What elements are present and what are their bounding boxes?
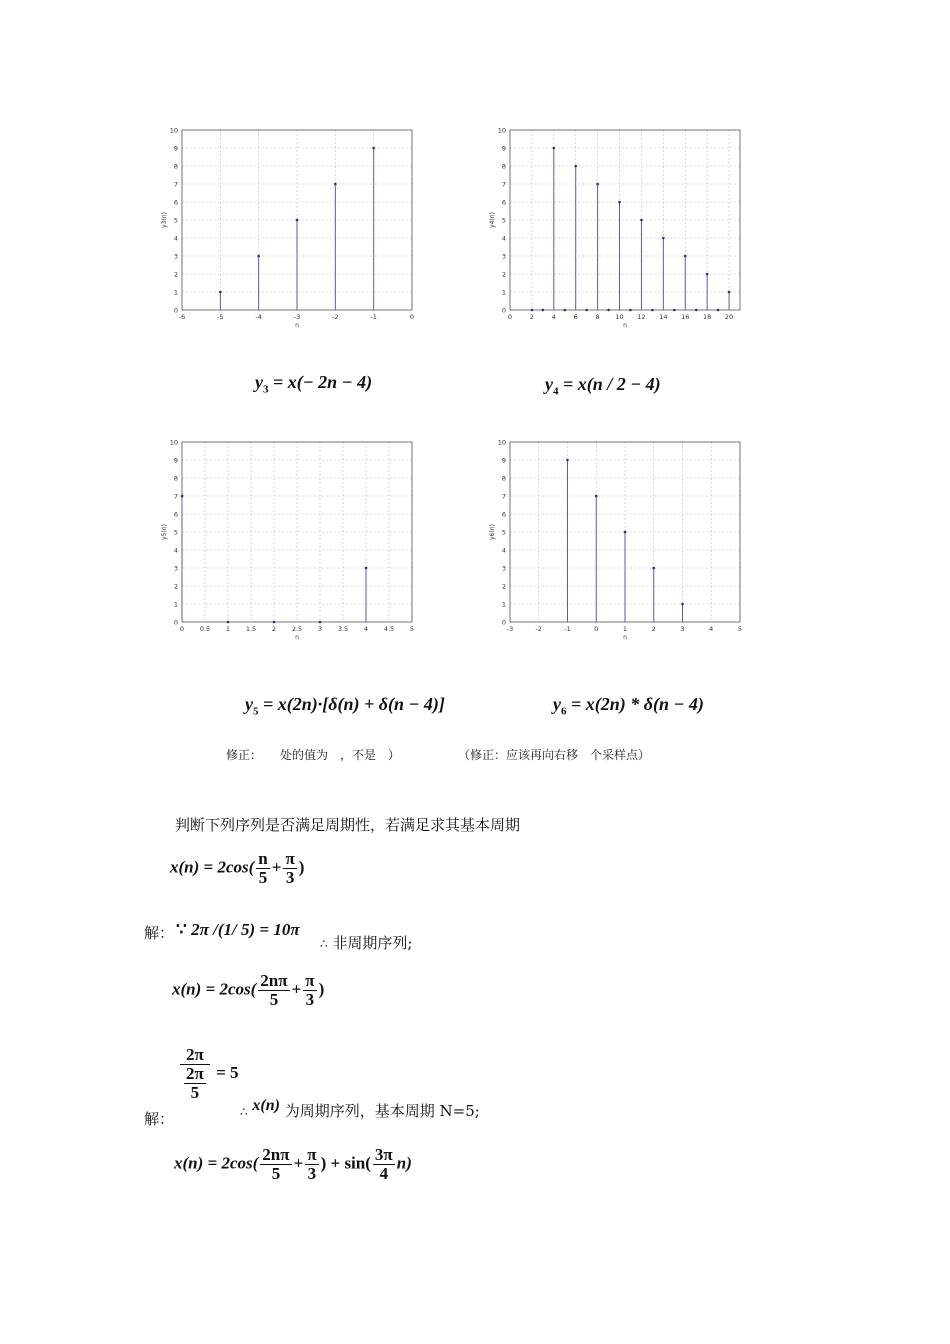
y-tick-label: 2	[173, 270, 178, 279]
stem-point	[717, 309, 720, 312]
stem-point	[618, 201, 621, 204]
y-axis-label: y6(n)	[489, 524, 496, 540]
x-tick-label: 4	[551, 313, 556, 321]
y-tick-label: 4	[501, 234, 506, 243]
equation-3: x(n) = 2cos( $\frac{2n\pi}{5}$ + $\frac{\pi}{3}$ ) + sin( $\frac{3\pi}{4}$ n)	[174, 1145, 412, 1183]
stem-point	[624, 531, 627, 534]
x-tick-label: 8	[595, 313, 600, 321]
caption-y3: $y_3 = x(- 2n - 4)$	[255, 372, 373, 396]
x-tick-label: 20	[724, 313, 734, 321]
fraction-2npi-over-5-c: $\frac{2n\pi}{5}$	[262, 1145, 290, 1183]
y-tick-label: 8	[173, 474, 178, 483]
x-tick-label: 0	[409, 313, 415, 321]
plot-y6	[488, 434, 758, 649]
y-tick-label: 3	[173, 564, 178, 573]
x-tick-label: -3	[506, 625, 514, 633]
x-tick-label: -6	[178, 313, 186, 321]
x-axis-label: n	[623, 634, 627, 641]
x-tick-label: 0	[507, 313, 513, 321]
stem-point	[695, 309, 698, 312]
fraction-3pi-over-4: $\frac{3\pi}{4}$	[374, 1145, 393, 1183]
y-tick-label: 9	[501, 456, 506, 465]
y-tick-label: 0	[173, 306, 178, 315]
y-tick-label: 5	[501, 216, 506, 225]
period-fraction: 2π 2π 5 = 5	[178, 1046, 239, 1102]
x-axis-label: n	[295, 634, 299, 641]
x-tick-label: -2	[332, 313, 339, 321]
y-tick-label: 2	[501, 582, 506, 591]
y-tick-label: 7	[501, 492, 506, 501]
y-tick-label: 5	[501, 528, 506, 537]
y-tick-label: 4	[501, 546, 506, 555]
x-tick-label: 12	[637, 313, 646, 321]
y-tick-label: 9	[173, 144, 178, 153]
y-tick-label: 8	[501, 162, 506, 171]
equation-2: x(n) = 2cos( $\frac{2n\pi}{5}$ + $\frac{\pi}{3}$ )	[172, 971, 325, 1009]
x-tick-label: 1	[622, 625, 628, 633]
y-axis-label: y4(n)	[489, 212, 496, 228]
fraction-n-over-5: $\frac{n}{5}$	[258, 849, 268, 887]
stem-point	[662, 237, 665, 240]
x-tick-label: 1.5	[245, 625, 257, 633]
x-tick-label: -3	[293, 313, 301, 321]
y-tick-label: 4	[173, 234, 178, 243]
y-tick-label: 8	[501, 474, 506, 483]
caption-y4: $y_4 = x(n / 2 - 4)$	[545, 374, 661, 398]
caption-y5: $y_5 = x(2n)\cdot[\delta(n) + \delta(n - 4)]$	[245, 694, 445, 718]
note-left: 修正： 处的值为 ，不是 ）	[226, 748, 401, 762]
stem-point	[531, 309, 534, 312]
y-axis-label: y5(n)	[161, 524, 168, 540]
x-tick-label: 4	[363, 625, 369, 633]
stem-chart-y3	[160, 122, 430, 337]
stem-point	[227, 621, 230, 624]
stem-point	[585, 309, 588, 312]
stem-point	[728, 291, 731, 294]
x-tick-label: -2	[535, 625, 542, 633]
caption-y6: $y_6 = x(2n) * \delta(n - 4)$	[553, 694, 704, 718]
solution-1: 解：	[144, 924, 175, 942]
x-tick-label: 5	[737, 625, 743, 633]
x-tick-label: 0.5	[199, 625, 211, 633]
stem-point	[365, 567, 368, 570]
y-tick-label: 10	[169, 438, 178, 447]
stem-point	[684, 255, 687, 258]
stem-point	[296, 219, 299, 222]
y-tick-label: 0	[501, 306, 506, 315]
fraction-pi-over-3: $\frac{\pi}{3}$	[285, 849, 295, 887]
stem-point	[257, 255, 260, 258]
x-tick-label: 0	[594, 625, 599, 633]
stem-point	[319, 621, 322, 624]
x-tick-label: 4.5	[383, 625, 395, 633]
plot-y3	[160, 122, 430, 337]
y-tick-label: 5	[173, 528, 178, 537]
y-tick-label: 1	[173, 600, 178, 609]
y-tick-label: 9	[173, 456, 178, 465]
x-tick-label: 2	[651, 625, 656, 633]
stem-point	[652, 567, 655, 570]
y-tick-label: 0	[501, 618, 506, 627]
fraction-pi-over-3-b: $\frac{\pi}{3}$	[305, 971, 315, 1009]
y-tick-label: 1	[501, 288, 506, 297]
fraction-2npi-over-5: $\frac{2n\pi}{5}$	[260, 971, 288, 1009]
stem-point	[553, 147, 556, 150]
stem-chart-y6	[488, 434, 758, 649]
y-tick-label: 10	[169, 126, 178, 135]
stem-point	[563, 309, 566, 312]
stem-point	[706, 273, 709, 276]
y-tick-label: 1	[501, 600, 506, 609]
y-tick-label: 7	[173, 180, 178, 189]
stem-point	[574, 165, 577, 168]
y-tick-label: 10	[497, 438, 506, 447]
x-axis-label: n	[295, 322, 299, 329]
solution-2: 解：	[144, 1110, 175, 1128]
stem-point	[542, 309, 545, 312]
y-tick-label: 7	[501, 180, 506, 189]
y-tick-label: 2	[501, 270, 506, 279]
y-tick-label: 8	[173, 162, 178, 171]
fraction-pi-over-3-c: $\frac{\pi}{3}$	[307, 1145, 317, 1183]
stem-point	[566, 459, 569, 462]
y-tick-label: 4	[173, 546, 178, 555]
y-tick-label: 6	[501, 510, 506, 519]
x-tick-label: 16	[681, 313, 690, 321]
y-tick-label: 2	[173, 582, 178, 591]
y-tick-label: 3	[501, 252, 506, 261]
plot-frame	[510, 130, 740, 310]
x-tick-label: 2	[529, 313, 534, 321]
y-tick-label: 5	[173, 216, 178, 225]
x-tick-label: 6	[573, 313, 578, 321]
stem-point	[596, 183, 599, 186]
x-tick-label: 3	[680, 625, 685, 633]
x-tick-label: 1	[225, 625, 231, 633]
x-tick-label: -1	[564, 625, 571, 633]
x-axis-label: n	[623, 322, 627, 329]
fraction-2pi-over-2pi-5: 2π 2π 5	[180, 1046, 210, 1102]
x-tick-label: 0	[179, 625, 185, 633]
equation-1: x(n) = 2cos( $\frac{n}{5}$ + $\frac{\pi}{3}$ )	[170, 849, 305, 887]
stem-point	[181, 495, 184, 498]
x-tick-label: -5	[217, 313, 224, 321]
y-tick-label: 6	[173, 510, 178, 519]
note-right: （修正：应该再向右移 个采样点）	[458, 748, 651, 762]
x-tick-label: 3.5	[337, 625, 349, 633]
stem-point	[651, 309, 654, 312]
solution-2-conclusion: ∴ x(n) 为周期序列，基本周期 N=5;	[240, 1097, 480, 1120]
y-tick-label: 9	[501, 144, 506, 153]
x-tick-label: 5	[409, 625, 415, 633]
stem-point	[681, 603, 684, 606]
x-tick-label: 3	[317, 625, 323, 633]
y-tick-label: 3	[173, 252, 178, 261]
solution-1-conclusion: ∴ 非周期序列;	[320, 934, 413, 952]
stem-point	[607, 309, 610, 312]
x-tick-label: 4	[709, 625, 714, 633]
stem-chart-y5	[160, 434, 430, 649]
plot-y5	[160, 434, 430, 649]
y-tick-label: 7	[173, 492, 178, 501]
y-tick-label: 3	[501, 564, 506, 573]
y-tick-label: 10	[497, 126, 506, 135]
x-tick-label: 2	[271, 625, 277, 633]
stem-point	[640, 219, 643, 222]
x-tick-label: 2.5	[291, 625, 303, 633]
stem-point	[273, 621, 276, 624]
stem-point	[629, 309, 632, 312]
problem-intro: 判断下列序列是否满足周期性，若满足求其基本周期	[175, 816, 521, 834]
x-tick-label: 14	[659, 313, 668, 321]
stem-point	[372, 147, 375, 150]
y-axis-label: y3(n)	[161, 212, 168, 228]
y-tick-label: 6	[173, 198, 178, 207]
y-tick-label: 6	[501, 198, 506, 207]
x-tick-label: -4	[255, 313, 262, 321]
x-tick-label: 10	[615, 313, 624, 321]
stem-chart-y4	[488, 122, 758, 337]
plot-y4	[488, 122, 758, 337]
stem-point	[219, 291, 222, 294]
stem-point	[334, 183, 337, 186]
stem-point	[595, 495, 598, 498]
stem-point	[673, 309, 676, 312]
solution-1-expr: ∵ 2π /(1/ 5) = 10π	[176, 920, 300, 939]
x-tick-label: -1	[370, 313, 377, 321]
y-tick-label: 0	[173, 618, 178, 627]
y-tick-label: 1	[173, 288, 178, 297]
x-tick-label: 18	[703, 313, 712, 321]
